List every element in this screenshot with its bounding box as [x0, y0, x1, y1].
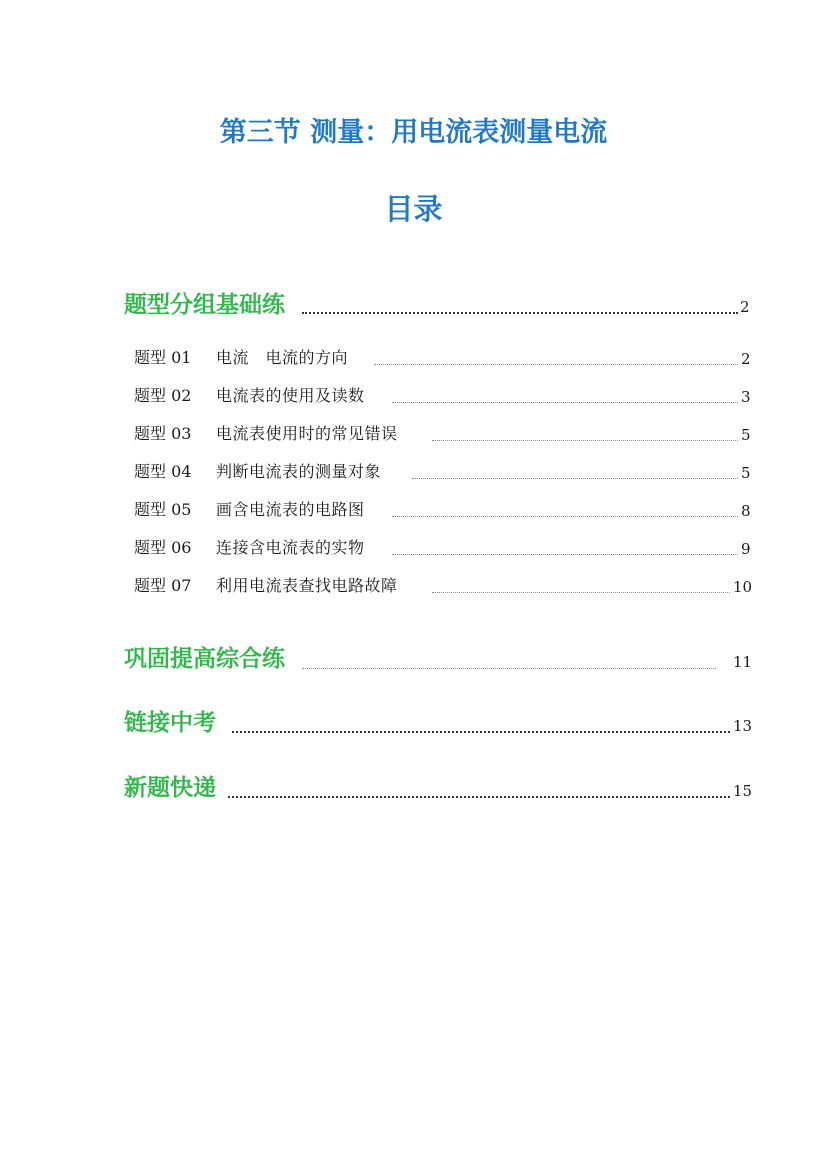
toc-item-name: 判断电流表的测量对象	[216, 462, 382, 481]
toc-page-number: 5	[741, 426, 751, 444]
toc-item-number: 题型 02	[134, 386, 192, 405]
toc-page-number: 11	[733, 653, 753, 671]
toc-page-number: 8	[741, 502, 751, 520]
toc-page-number: 15	[733, 782, 753, 800]
leader-dots	[228, 796, 730, 798]
toc-section-label: 巩固提高综合练	[124, 646, 285, 672]
leader-dots	[302, 668, 716, 669]
toc-page-number: 13	[733, 717, 753, 735]
toc-section-label: 新题快递	[124, 775, 216, 801]
toc-item-name: 电流 电流的方向	[216, 348, 349, 367]
leader-dots	[232, 731, 730, 733]
toc-item-name: 画含电流表的电路图	[216, 500, 365, 519]
toc-item-number: 题型 07	[134, 576, 192, 595]
toc-item-name: 电流表使用时的常见错误	[216, 424, 398, 443]
leader-dots	[392, 402, 738, 403]
toc-item-number: 题型 06	[134, 538, 192, 557]
leader-dots	[432, 440, 738, 441]
toc-section-label: 链接中考	[124, 710, 216, 736]
toc-item-name: 连接含电流表的实物	[216, 538, 365, 557]
toc-item-number: 题型 03	[134, 424, 192, 443]
leader-dots	[374, 364, 738, 365]
leader-dots	[392, 516, 738, 517]
toc-page-number: 9	[741, 540, 751, 558]
toc-item-name: 利用电流表查找电路故障	[216, 576, 398, 595]
toc-item-number: 题型 01	[134, 348, 192, 367]
leader-dots	[302, 312, 738, 314]
toc-item-number: 题型 04	[134, 462, 192, 481]
toc-page-number: 2	[740, 298, 750, 316]
leader-dots	[432, 592, 730, 593]
toc-page-number: 10	[733, 578, 753, 596]
toc-page-number: 3	[741, 388, 751, 406]
toc-page-number: 2	[741, 350, 751, 368]
toc-item-number: 题型 05	[134, 500, 192, 519]
toc-item-name: 电流表的使用及读数	[216, 386, 365, 405]
toc-section-label: 题型分组基础练	[124, 292, 285, 318]
leader-dots	[392, 554, 738, 555]
toc-page-number: 5	[741, 464, 751, 482]
toc-heading: 目录	[384, 192, 443, 226]
document-title: 第三节 测量：用电流表测量电流	[219, 117, 608, 148]
leader-dots	[412, 478, 738, 479]
